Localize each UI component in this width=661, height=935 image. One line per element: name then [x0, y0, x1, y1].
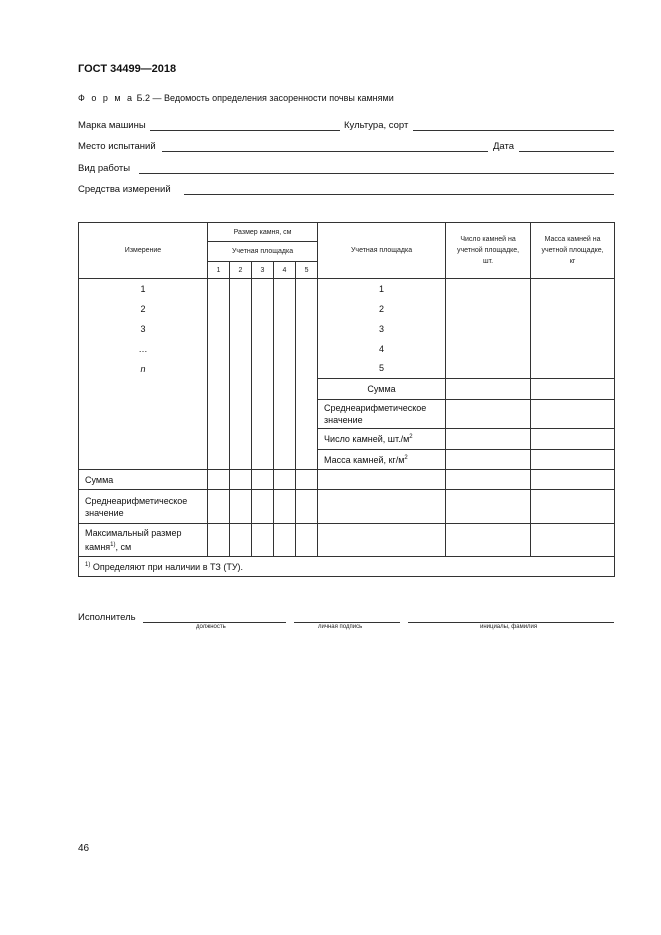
- data-cell[interactable]: [274, 279, 296, 470]
- name-field[interactable]: [408, 622, 614, 623]
- plot-cell: 1: [318, 279, 446, 299]
- data-cell[interactable]: [446, 450, 531, 470]
- data-cell[interactable]: [230, 490, 252, 524]
- data-cell[interactable]: [531, 490, 615, 524]
- data-cell[interactable]: [208, 470, 230, 490]
- data-cell[interactable]: [208, 524, 230, 557]
- col-stone-size-header: Размер камня, см: [208, 223, 318, 242]
- data-cell[interactable]: [318, 470, 446, 490]
- table-row: [79, 379, 615, 400]
- form-title: — Ведомость определения засоренности почвы камнями: [152, 93, 394, 103]
- data-cell[interactable]: [531, 524, 615, 557]
- place-field[interactable]: [162, 151, 488, 152]
- plot-num-2: 2: [230, 262, 252, 279]
- measure-cell: 2: [79, 299, 208, 319]
- data-cell[interactable]: [446, 524, 531, 557]
- col-mass-header: Масса камней на учетной площадке, кг: [531, 223, 615, 279]
- col-plot-header: Учетная площадка: [318, 223, 446, 279]
- machine-field[interactable]: [150, 130, 340, 131]
- date-label: Дата: [493, 141, 515, 152]
- page-number: 46: [78, 843, 90, 854]
- name-caption: инициалы, фамилия: [480, 624, 538, 630]
- data-cell[interactable]: [446, 429, 531, 450]
- measure-cell: …: [79, 339, 208, 359]
- form-id: Б.2: [136, 93, 150, 103]
- place-label: Место испытаний: [78, 141, 156, 152]
- col-count-header: Число камней на учетной площадке, шт.: [446, 223, 531, 279]
- data-cell[interactable]: [446, 379, 531, 400]
- data-cell[interactable]: [531, 450, 615, 470]
- form-prefix: Ф о р м а: [78, 93, 135, 103]
- crop-field[interactable]: [413, 130, 614, 131]
- plot-num-1: 1: [208, 262, 230, 279]
- plot-cell: 2: [318, 299, 446, 319]
- table-row: [79, 490, 615, 524]
- plot-num-5: 5: [296, 262, 318, 279]
- data-cell[interactable]: [274, 524, 296, 557]
- data-cell[interactable]: [296, 490, 318, 524]
- instruments-field[interactable]: [184, 194, 614, 195]
- form-title-line: [78, 93, 394, 103]
- plot-num-4: 4: [274, 262, 296, 279]
- data-cell[interactable]: [252, 470, 274, 490]
- data-cell[interactable]: [274, 490, 296, 524]
- data-cell[interactable]: [318, 490, 446, 524]
- position-caption: должность: [196, 624, 226, 630]
- data-cell[interactable]: [446, 490, 531, 524]
- data-cell[interactable]: [296, 524, 318, 557]
- data-cell[interactable]: [296, 279, 318, 470]
- plot-cell: 5: [318, 359, 446, 379]
- plot-cell: 4: [318, 339, 446, 359]
- measure-cell: n: [79, 359, 208, 379]
- table-row: [79, 470, 615, 490]
- sign-caption: личная подпись: [318, 624, 363, 630]
- bottom-sum-label: Сумма: [79, 470, 208, 490]
- data-cell[interactable]: [531, 470, 615, 490]
- data-cell[interactable]: [230, 279, 252, 470]
- crop-label: Культура, сорт: [344, 120, 409, 131]
- footnote: $^{1)}$ Определяют при наличии в ТЗ (ТУ).: [79, 557, 615, 577]
- data-cell[interactable]: [531, 279, 615, 379]
- data-cell[interactable]: [208, 490, 230, 524]
- data-cell[interactable]: [446, 279, 531, 379]
- data-cell[interactable]: [252, 524, 274, 557]
- plot-cell: 3: [318, 319, 446, 339]
- col-plot-subheader: Учетная площадка: [208, 242, 318, 262]
- measure-cell: 3: [79, 319, 208, 339]
- data-cell[interactable]: [230, 470, 252, 490]
- table-row: [79, 279, 615, 299]
- bottom-max-size-label: Максимальный размер камня$^{1)}$, см: [79, 524, 208, 557]
- date-field[interactable]: [519, 151, 614, 152]
- data-cell[interactable]: [208, 279, 230, 470]
- machine-label: Марка машины: [78, 120, 146, 131]
- data-cell[interactable]: [252, 279, 274, 470]
- col-measurement-header: Измерение: [79, 223, 208, 279]
- data-cell[interactable]: [274, 470, 296, 490]
- table-row: [79, 557, 615, 577]
- data-cell[interactable]: [318, 524, 446, 557]
- right-count-label: Число камней, $шт./м^2$: [318, 429, 446, 450]
- work-field[interactable]: [139, 173, 614, 174]
- instruments-label: Средства измерений: [78, 184, 171, 195]
- measure-cell: 1: [79, 279, 208, 299]
- position-field[interactable]: [143, 622, 286, 623]
- data-cell[interactable]: [252, 490, 274, 524]
- bottom-avg-label: Среднеарифметическое значение: [79, 490, 208, 524]
- right-sum-label: Сумма: [318, 379, 446, 400]
- right-mass-label: Масса камней, $кг/м^2$: [318, 450, 446, 470]
- right-avg-label: Среднеарифметическое значение: [318, 400, 446, 429]
- plot-num-3: 3: [252, 262, 274, 279]
- data-cell[interactable]: [446, 400, 531, 429]
- signature-label: Исполнитель: [78, 612, 136, 623]
- standard-header: ГОСТ 34499—2018: [78, 63, 177, 75]
- work-label: Вид работы: [78, 163, 131, 174]
- sign-field[interactable]: [294, 622, 400, 623]
- data-cell[interactable]: [230, 524, 252, 557]
- data-cell[interactable]: [531, 379, 615, 400]
- data-cell[interactable]: [531, 400, 615, 429]
- data-cell[interactable]: [446, 470, 531, 490]
- measure-empty-cell: [79, 379, 208, 470]
- table-row: [79, 524, 615, 557]
- data-cell[interactable]: [296, 470, 318, 490]
- data-cell[interactable]: [531, 429, 615, 450]
- stone-contamination-table: [78, 222, 615, 577]
